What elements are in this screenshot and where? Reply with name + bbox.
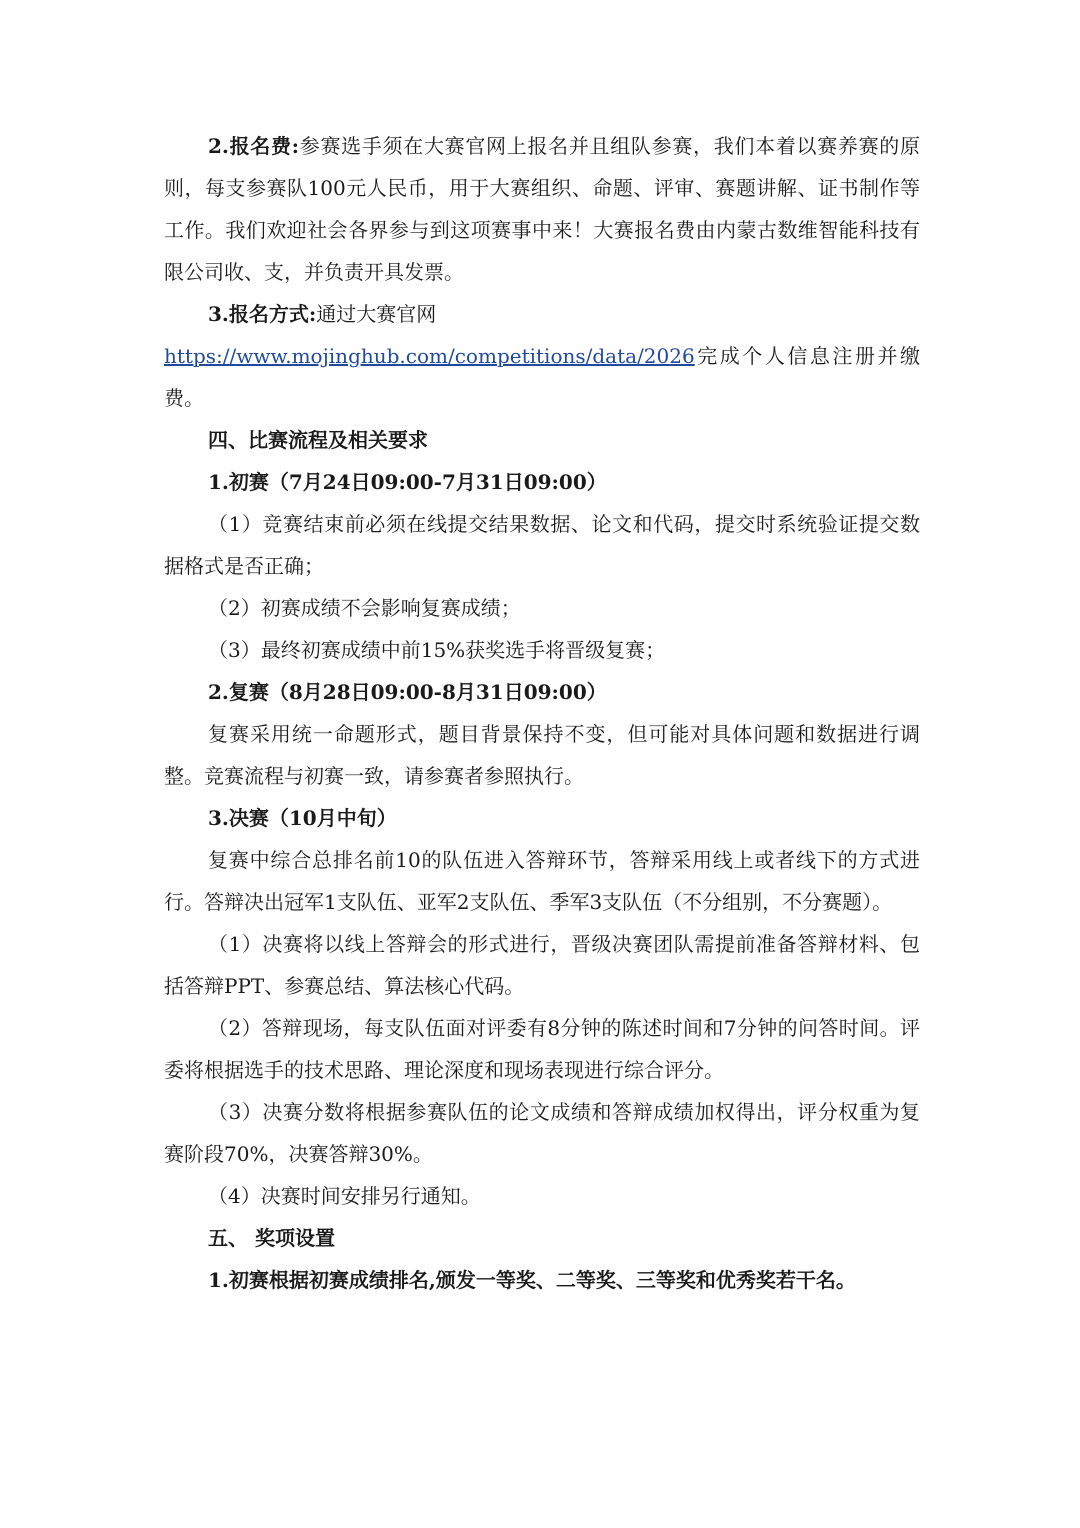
preliminary-item-3: （3）最终初赛成绩中前15%获奖选手将晋级复赛； — [208, 638, 666, 662]
document-page — [164, 125, 920, 1301]
preliminary-item-1: （1）竞赛结束前必须在线提交结果数据、论文和代码，提交时系统验证提交数据格式是否正确； — [164, 512, 920, 578]
competition-website-link[interactable]: https://www.mojinghub.com/competitions/data/2026 — [164, 344, 695, 368]
semifinal-title: 2.复赛（8月28日09:00-8月31日09:00） — [208, 680, 607, 704]
final-item-4: （4）决赛时间安排另行通知。 — [208, 1184, 481, 1208]
final-item-2: （2）答辩现场，每支队伍面对评委有8分钟的陈述时间和7分钟的问答时间。评委将根据选手的技术思路、理论深度和现场表现进行综合评分。 — [164, 1016, 920, 1082]
awards-item-1: 1.初赛根据初赛成绩排名,颁发一等奖、二等奖、三等奖和优秀奖若干名。 — [208, 1268, 856, 1292]
final-item-3: （3）决赛分数将根据参赛队伍的论文成绩和答辩成绩加权得出，评分权重为复赛阶段70%，决赛答辩30%。 — [164, 1100, 920, 1166]
preliminary-item-2: （2）初赛成绩不会影响复赛成绩； — [208, 596, 521, 620]
final-text: 复赛中综合总排名前10的队伍进入答辩环节，答辩采用线上或者线下的方式进行。答辩决出冠军1支队伍、亚军2支队伍、季军3支队伍（不分组别，不分赛题）。 — [164, 848, 920, 914]
final-item-1: （1）决赛将以线上答辩会的形式进行，晋级决赛团队需提前准备答辩材料、包括答辩PPT、参赛总结、算法核心代码。 — [164, 932, 920, 998]
final-title: 3.决赛（10月中旬） — [208, 806, 397, 830]
preliminary-title: 1.初赛（7月24日09:00-7月31日09:00） — [208, 470, 607, 494]
registration-method-paragraph — [164, 293, 920, 335]
registration-fee-label: 2.报名费: — [208, 134, 300, 158]
section-4-heading: 四、比赛流程及相关要求 — [208, 428, 428, 452]
registration-fee-text: 参赛选手须在大赛官网上报名并且组队参赛，我们本着以赛养赛的原则，每支参赛队100元人民币，用于大赛组织、命题、评审、赛题讲解、证书制作等工作。我们欢迎社会各界参与到这项赛事中来！大赛报名费由内蒙古数维智能科技有限公司收、支，并负责开具发票。 — [164, 134, 921, 284]
registration-fee-paragraph — [164, 125, 920, 293]
registration-method-text: 通过大赛官网 — [316, 302, 437, 326]
registration-url-after: 完成个人信息注册并缴费。 — [164, 344, 920, 410]
semifinal-text: 复赛采用统一命题形式，题目背景保持不变，但可能对具体问题和数据进行调整。竞赛流程与初赛一致，请参赛者参照执行。 — [164, 722, 920, 788]
registration-url-paragraph — [164, 335, 920, 419]
section-5-heading: 五、 奖项设置 — [208, 1226, 335, 1250]
registration-method-label: 3.报名方式: — [208, 302, 317, 326]
